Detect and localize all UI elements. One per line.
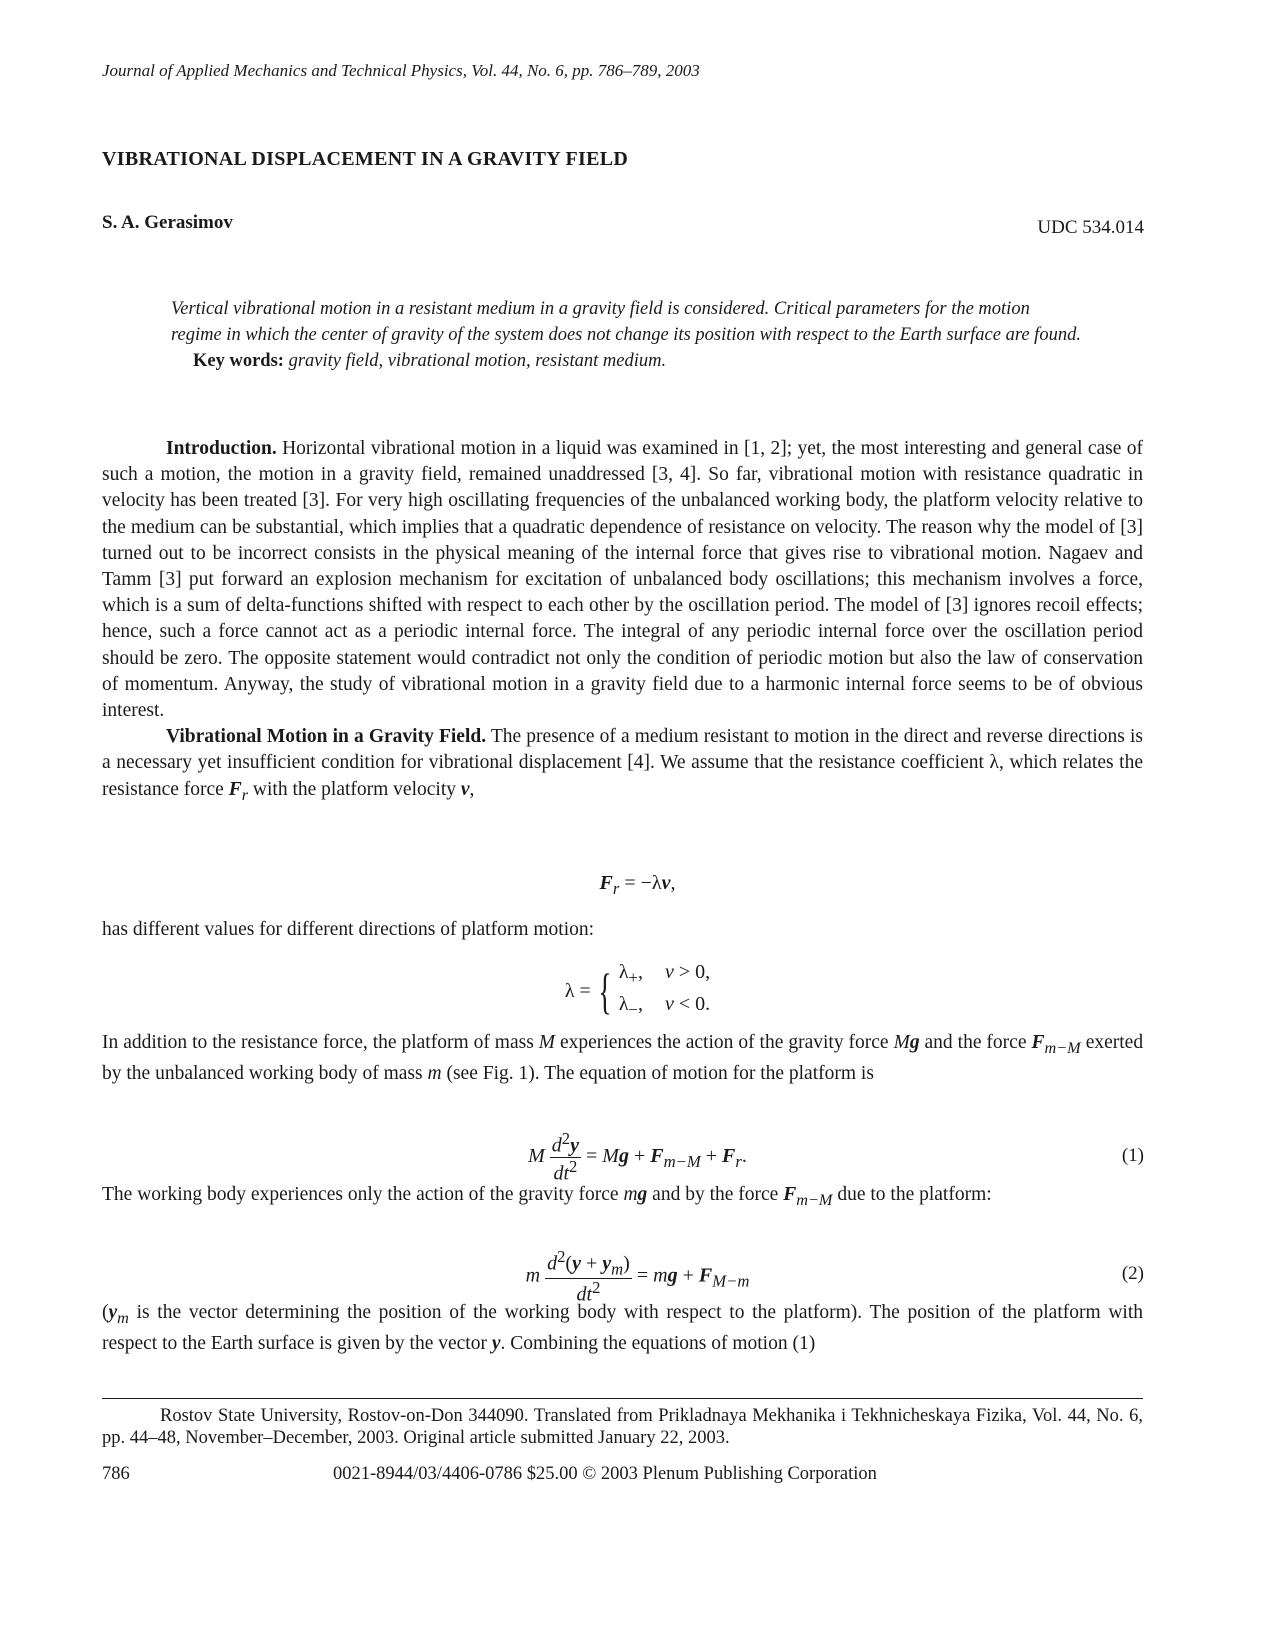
intro-paragraph <box>102 436 1143 724</box>
intro-text: Horizontal vibrational motion in a liquid was examined in [1, 2]; yet, the most interesting and general case of such a motion, the motion in a gravity field, remained unaddressed [3, 4]. So far, vibrational motion with resistance quadratic in velocity has been treated [3]. For very high oscillating frequencies of the unbalanced working body, the platform velocity relative to the medium can be substantial, which implies that a quadratic dependence of resistance on velocity. The reason why the model of [3] turned out to be incorrect consists in the physical meaning of the internal force that gives rise to vibrational motion. Nagaev and Tamm [3] put forward an explosion mechanism for excitation of unbalanced body oscillations; this mechanism involves a force, which is a sum of delta-functions shifted with respect to each other by the oscillation period. The model of [3] ignores recoil effects; hence, such a force cannot act as a periodic internal force. The integral of any periodic internal force over the oscillation period should be zero. The opposite statement would contradict not only the condition of periodic motion but also the law of conservation of momentum. Anyway, the study of vibrational motion in a gravity field due to a harmonic internal force seems to be of obvious interest. <box>102 438 1144 722</box>
working-text: The working body experiences only the action of the gravity force mg and by the force $F_{m-M}$ due to the platform: <box>102 1184 992 1209</box>
article-title: VIBRATIONAL DISPLACEMENT IN A GRAVITY FIELD <box>102 148 629 170</box>
copyright-line: 0021-8944/03/4406-0786 $25.00 © 2003 Plenum Publishing Corporation <box>333 1464 877 1484</box>
addition-text: In addition to the resistance force, the platform of mass M experiences the action of the gravity force Mg and the force $F_{m-M}$ exerted by the unbalanced working body of mass m (see Fig. 1). The equation of motion for the platform is <box>102 1032 1144 1085</box>
keywords-line <box>171 348 1081 374</box>
footnote-rule <box>102 1398 1143 1399</box>
abstract-text: Vertical vibrational motion in a resistant medium in a gravity field is considered. Critical parameters for the motion regime in which the center of gravity of the system does not change its position with respect to the Earth surface are found. <box>171 299 1081 345</box>
equation-resistance: $F_r = -\lambda v$, <box>599 872 676 898</box>
body-paragraph-ym <box>102 1300 1143 1357</box>
equation-1: M $\frac{d^2y}{dt^2}$ = $Mg + F_{m-M} + F_r$. <box>528 1129 747 1185</box>
journal-citation: Journal of Applied Mechanics and Technical Physics, Vol. 44, No. 6, pp. 786–789, 2003 <box>102 61 700 80</box>
footnote-affiliation: Rostov State University, Rostov-on-Don 344090. Translated from Prikladnaya Mekhanika i Tekhnicheskaya Fizika, Vol. 44, No. 6, pp. 44–48, November–December, 2003. Original article submitted January 22, 2003. <box>102 1406 1143 1448</box>
udc-code: UDC 534.014 <box>1037 217 1144 238</box>
section-text: The presence of a medium resistant to motion in the direct and reverse directions is a necessary yet insufficient condition for vibrational displacement [4]. We assume that the resistance coefficient λ, which relates the resistance force <box>102 726 1143 800</box>
section-heading: Vibrational Motion in a Gravity Field. <box>166 726 487 748</box>
intro-heading: Introduction. <box>166 438 277 459</box>
body-paragraph-addition <box>102 1030 1143 1087</box>
page-number: 786 <box>102 1464 130 1484</box>
body-section-1 <box>102 436 1143 808</box>
abstract <box>171 296 1081 374</box>
equation-1-number: (1) <box>1121 1145 1144 1166</box>
ym-text: ($y_m$ is the vector determining the position of the working body with respect to the platform). The position of the platform with respect to the Earth surface is given by the vector y. Combining the equations of motion (1) <box>102 1302 1144 1355</box>
equation-lambda-cases: λ = { $\lambda_+$, v > 0, $\lambda_-$, v < 0. <box>564 961 711 1019</box>
equation-2-number: (2) <box>1121 1263 1144 1284</box>
body-paragraph-values <box>102 917 1143 943</box>
body-paragraph-working <box>102 1182 1143 1213</box>
keywords-label: Key words: <box>193 351 284 371</box>
section-text-b: with the platform velocity <box>252 778 456 800</box>
author-name: S. A. Gerasimov <box>102 212 233 233</box>
equation-2: m $\frac{d^2(y + y_m)}{dt^2}$ = mg + $F_{M-m}$ <box>525 1247 750 1306</box>
values-text: has different values for different directions of platform motion: <box>102 919 595 940</box>
section-paragraph: Vibrational Motion in a Gravity Field. The presence of a medium resistant to motion in the direct and reverse directions is a necessary yet insufficient condition for vibrational displacement [4]. We assume that the resistance coefficient λ, which relates the resistance force $F_r$ with the platform velocity v, <box>102 726 1143 804</box>
keywords-list: gravity field, vibrational motion, resistant medium. <box>288 351 667 371</box>
